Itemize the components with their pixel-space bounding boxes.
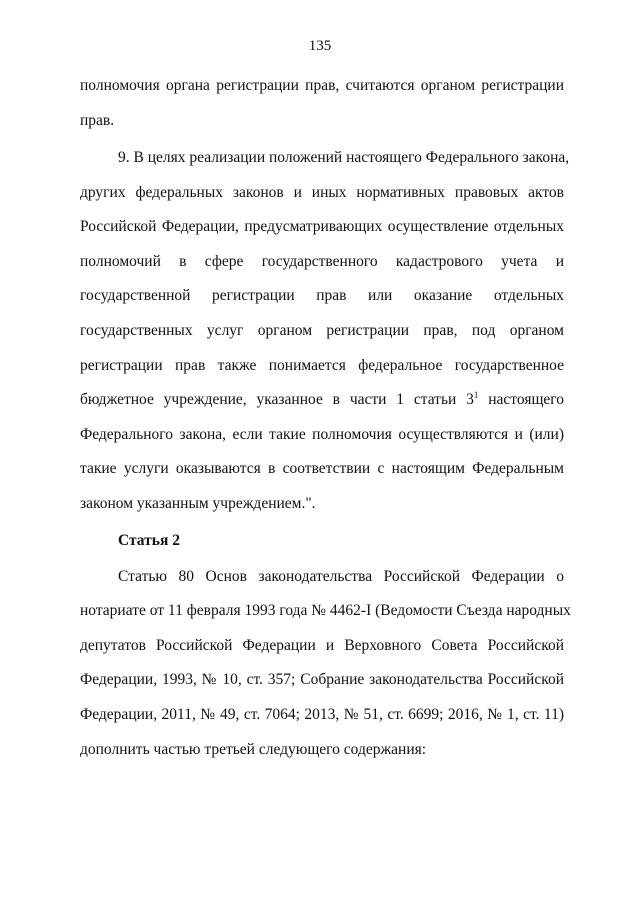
text-line: полномочий в сфере государственного кадастрового учета и bbox=[80, 253, 564, 270]
text-line: Федерального закона, если такие полномочия осуществляются и (или) bbox=[80, 426, 564, 443]
text-line: Федерации, 1993, № 10, ст. 357; Собрание законодательства Российской bbox=[80, 671, 564, 688]
text-line: Российской Федерации, предусматривающих осуществление отдельных bbox=[80, 218, 564, 235]
text-line: Федерации, 2011, № 49, ст. 7064; 2013, № 51, ст. 6699; 2016, № 1, ст. 11) bbox=[80, 706, 564, 723]
page-number: 135 bbox=[308, 38, 332, 54]
text-line: регистрации прав также понимается федеральное государственное bbox=[80, 357, 564, 374]
text-line: государственных услуг органом регистрации прав, под органом bbox=[80, 322, 564, 339]
text-line: законом указанным учреждением.". bbox=[80, 495, 316, 512]
text-line: других федеральных законов и иных нормативных правовых актов bbox=[80, 184, 564, 201]
paragraph-9-start: 9. В целях реализации положений настоящего Федерального закона, bbox=[118, 149, 570, 166]
article-2-paragraph-start: Статью 80 Основ законодательства Российской Федерации о bbox=[118, 568, 564, 585]
article-heading: Статья 2 bbox=[118, 532, 180, 549]
text-line: полномочия органа регистрации прав, считаются органом регистрации bbox=[80, 77, 564, 94]
text-segment: бюджетное учреждение, указанное в части 1 статьи 3 bbox=[80, 391, 474, 408]
text-line-with-superscript bbox=[80, 390, 564, 410]
text-segment: настоящего bbox=[478, 391, 564, 408]
text-line: дополнить частью третьей следующего содержания: bbox=[80, 741, 427, 758]
text-line: нотариате от 11 февраля 1993 года № 4462-I (Ведомости Съезда народных bbox=[80, 602, 571, 619]
text-line: прав. bbox=[80, 112, 115, 129]
text-line: государственной регистрации прав или оказание отдельных bbox=[80, 287, 564, 304]
text-line: депутатов Российской Федерации и Верховного Совета Российской bbox=[80, 637, 564, 654]
superscript: 1 bbox=[473, 390, 479, 400]
text-line: такие услуги оказываются в соответствии с настоящим Федеральным bbox=[80, 460, 564, 477]
